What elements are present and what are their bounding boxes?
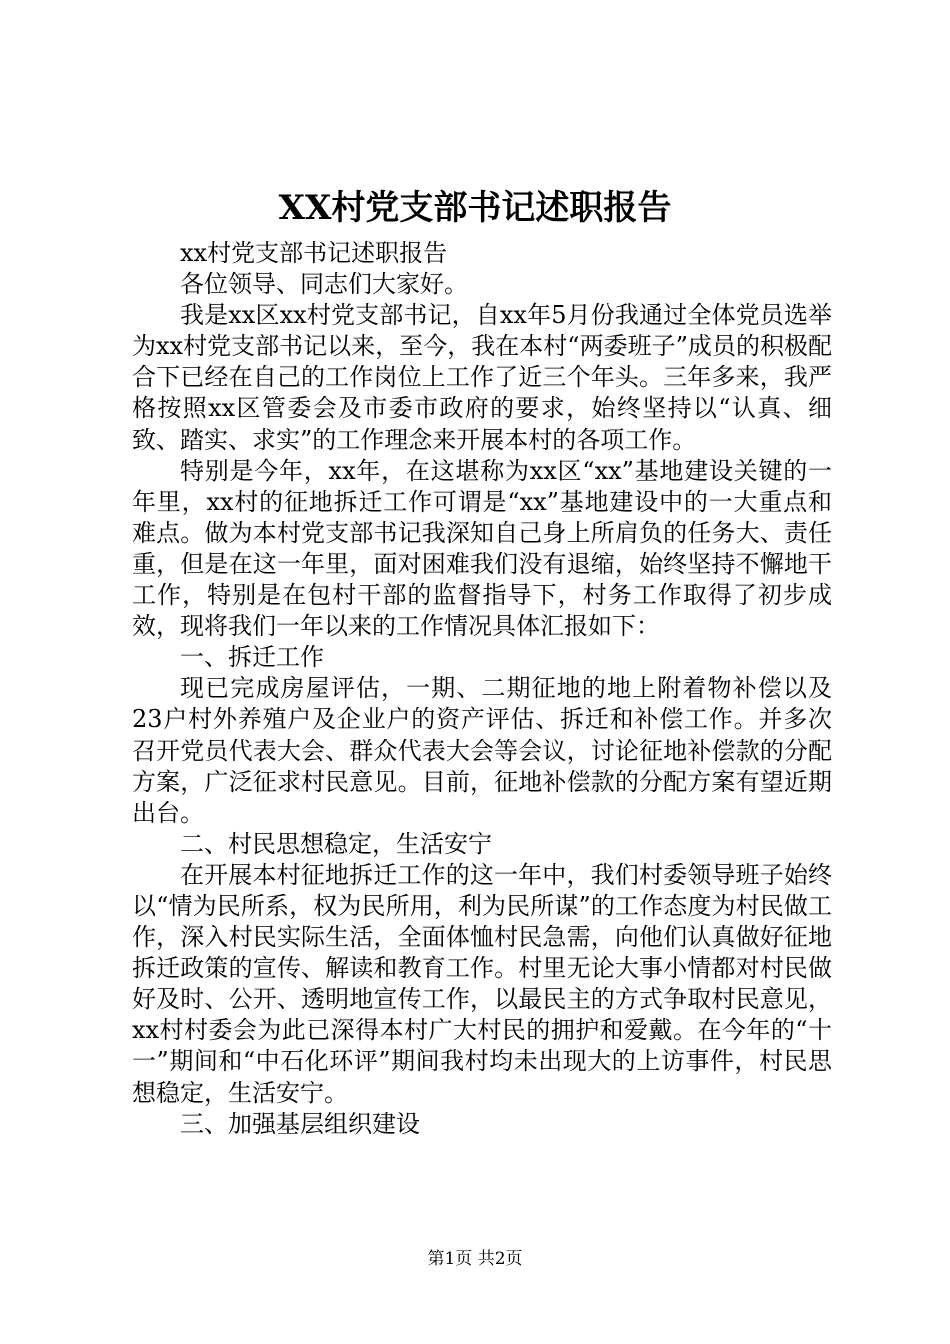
page-number-footer: 第1页 共2页: [427, 1249, 523, 1269]
document-title: XX村党支部书记述职报告: [278, 188, 672, 228]
subtitle-line: xx村党支部书记述职报告: [180, 239, 448, 267]
context-paragraph: 特别是今年，xx年，在这堪称为xx区“xx”基地建设关键的一年里，xx村的征地拆迁工作可谓是“xx”基地建设中的一大重点和难点。做为本村党支部书记我深知自己身上所肩负的任务大、责任重，但是在这一年里，面对困难我们没有退缩，始终坚持不懈地干工作，特别是在包村干部的监督指导下，村务工作取得了初步成效，现将我们一年以来的工作情况具体汇报如下：: [132, 456, 832, 641]
section-text-stability: 在开展本村征地拆迁工作的这一年中，我们村委领导班子始终以“情为民所系，权为民所用，利为民所谋”的工作态度为村民做工作，深入村民实际生活，全面体恤村民急需，向他们认真做好征地拆迁政策的宣传、解读和教育工作。村里无论大事小情都对村民做好及时、公开、透明地宣传工作，以最民主的方式争取村民意见，xx村村委会为此已深得本村广大村民的拥护和爱戴。在今年的“十一”期间和“中石化环评”期间我村均未出现大的上访事件，村民思想稳定，生活安宁。: [132, 860, 832, 1107]
intro-paragraph: 我是xx区xx村党支部书记，自xx年5月份我通过全体党员选举为xx村党支部书记以来，至今，我在本村“两委班子”成员的积极配合下已经在自己的工作岗位上工作了近三个年头。三年多来，我严格按照xx区管委会及市委市政府的要求，始终坚持以“认真、细致、踏实、求实”的工作理念来开展本村的各项工作。: [132, 301, 832, 454]
section-text-demolition: 现已完成房屋评估，一期、二期征地的地上附着物补偿以及23户村外养殖户及企业户的资产评估、拆迁和补偿工作。并多次召开党员代表大会、群众代表大会等会议，讨论征地补偿款的分配方案，广泛征求村民意见。目前，征地补偿款的分配方案有望近期出台。: [132, 674, 832, 827]
section-heading-stability: 二、村民思想稳定，生活安宁: [180, 829, 492, 858]
section-heading-organization: 三、加强基层组织建设: [180, 1109, 420, 1138]
document-body: [132, 238, 832, 1140]
greeting-line: 各位领导、同志们大家好。: [180, 270, 468, 299]
section-heading-demolition: 一、拆迁工作: [180, 643, 324, 672]
